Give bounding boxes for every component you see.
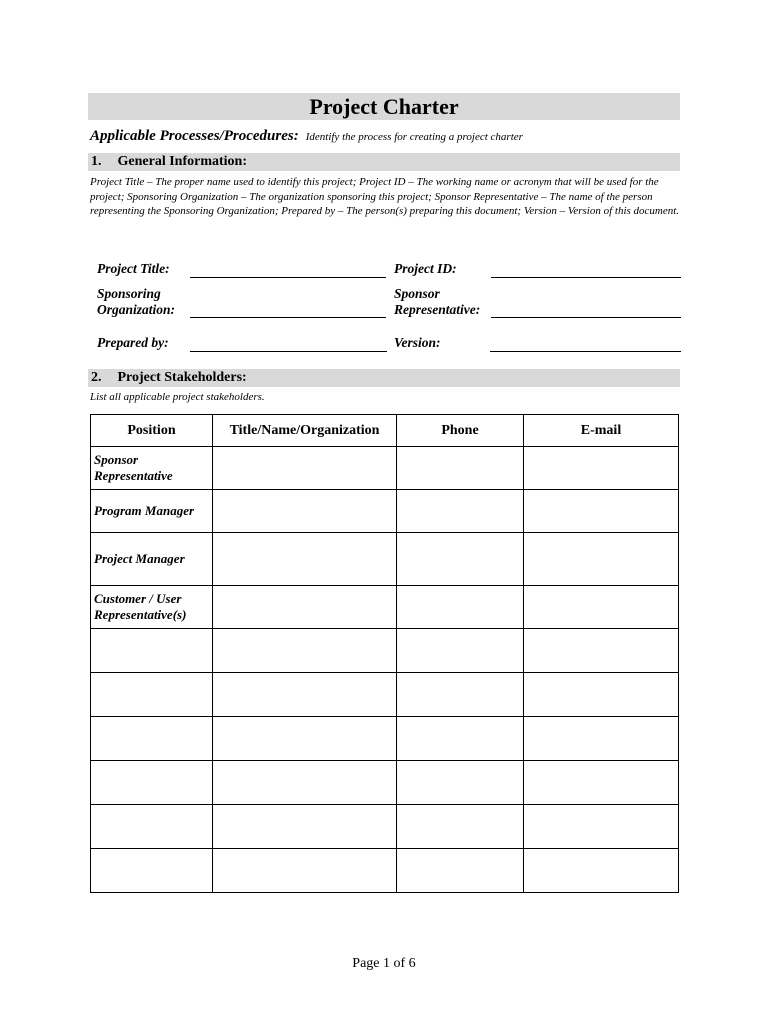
name-cell[interactable] bbox=[213, 533, 397, 586]
phone-cell[interactable] bbox=[397, 490, 524, 533]
phone-cell[interactable] bbox=[397, 447, 524, 490]
email-cell[interactable] bbox=[524, 673, 679, 717]
sponsoring-organization-label bbox=[97, 286, 175, 318]
name-cell[interactable] bbox=[213, 490, 397, 533]
project-id-label: Project ID: bbox=[394, 261, 457, 276]
applicable-processes-label: Applicable Processes/Procedures: bbox=[90, 128, 299, 144]
project-id-field[interactable] bbox=[491, 263, 681, 278]
position-cell[interactable] bbox=[91, 761, 213, 805]
position-text-line1: Project Manager bbox=[94, 551, 185, 566]
prepared-by-field[interactable] bbox=[190, 337, 387, 352]
table-row bbox=[91, 717, 679, 761]
sponsoring-organization-label-line2: Organization: bbox=[97, 302, 176, 317]
section-general-title: General Information: bbox=[117, 154, 247, 169]
email-cell[interactable] bbox=[524, 629, 679, 673]
name-cell[interactable] bbox=[213, 805, 397, 849]
name-cell[interactable] bbox=[213, 673, 397, 717]
table-row bbox=[91, 586, 679, 629]
name-cell[interactable] bbox=[213, 447, 397, 490]
email-cell[interactable] bbox=[524, 533, 679, 586]
position-cell[interactable] bbox=[91, 629, 213, 673]
table-row bbox=[91, 805, 679, 849]
version-field[interactable] bbox=[490, 337, 681, 352]
position-cell[interactable] bbox=[91, 805, 213, 849]
table-row bbox=[91, 761, 679, 805]
phone-cell[interactable] bbox=[397, 673, 524, 717]
stakeholders-table bbox=[90, 414, 679, 893]
position-cell[interactable] bbox=[91, 717, 213, 761]
phone-cell[interactable] bbox=[397, 805, 524, 849]
project-title-label: Project Title: bbox=[97, 261, 170, 276]
position-text-line2: Representative bbox=[94, 468, 173, 483]
applicable-processes-value: Identify the process for creating a project charter bbox=[305, 131, 523, 143]
sponsor-representative-label bbox=[394, 286, 480, 318]
table-row bbox=[91, 849, 679, 893]
name-cell[interactable] bbox=[213, 761, 397, 805]
name-cell[interactable] bbox=[213, 586, 397, 629]
name-cell[interactable] bbox=[213, 717, 397, 761]
email-cell[interactable] bbox=[524, 761, 679, 805]
table-header-row bbox=[91, 415, 679, 447]
column-header-title-name-organization: Title/Name/Organization bbox=[213, 415, 397, 447]
sponsor-representative-label-line2: Representative: bbox=[394, 302, 481, 317]
section-stakeholders-number: 2. bbox=[91, 370, 102, 385]
position-text-line1: Sponsor bbox=[94, 452, 139, 467]
name-cell[interactable] bbox=[213, 849, 397, 893]
position-cell[interactable] bbox=[91, 849, 213, 893]
section-general-number: 1. bbox=[91, 154, 102, 169]
section-project-stakeholders bbox=[88, 369, 680, 387]
table-row bbox=[91, 629, 679, 673]
position-text-line2: Representative(s) bbox=[94, 607, 187, 622]
position-cell bbox=[91, 447, 213, 490]
section-general-information bbox=[88, 153, 680, 171]
email-cell[interactable] bbox=[524, 447, 679, 490]
phone-cell[interactable] bbox=[397, 761, 524, 805]
document-title: Project Charter bbox=[88, 93, 680, 120]
column-header-position: Position bbox=[91, 415, 213, 447]
sponsoring-organization-label-line1: Sponsoring bbox=[97, 286, 161, 301]
position-text-line1: Customer / User bbox=[94, 591, 182, 606]
table-row bbox=[91, 490, 679, 533]
phone-cell[interactable] bbox=[397, 629, 524, 673]
sponsoring-organization-field[interactable] bbox=[190, 303, 386, 318]
table-row bbox=[91, 533, 679, 586]
stakeholders-note: List all applicable project stakeholders. bbox=[90, 391, 265, 403]
position-cell bbox=[91, 533, 213, 586]
prepared-by-label: Prepared by: bbox=[97, 335, 169, 350]
phone-cell[interactable] bbox=[397, 717, 524, 761]
column-header-phone: Phone bbox=[397, 415, 524, 447]
position-cell bbox=[91, 490, 213, 533]
phone-cell[interactable] bbox=[397, 533, 524, 586]
email-cell[interactable] bbox=[524, 717, 679, 761]
page-number: Page 1 of 6 bbox=[352, 956, 416, 971]
sponsor-representative-field[interactable] bbox=[491, 303, 681, 318]
email-cell[interactable] bbox=[524, 586, 679, 629]
section-stakeholders-title: Project Stakeholders: bbox=[117, 370, 247, 385]
project-title-field[interactable] bbox=[190, 263, 386, 278]
sponsor-representative-label-line1: Sponsor bbox=[394, 286, 440, 301]
table-row bbox=[91, 447, 679, 490]
general-information-description: Project Title – The proper name used to identify this project; Project ID – The working name or acronym that will be used for the project; Sponsoring Organization – The organization sponsoring this project; Sponsor Representative – The name of the person representing the Sponsoring Organization; Prepared by – The person(s) preparing this document; Version – Version of this document. bbox=[90, 176, 680, 218]
applicable-processes bbox=[90, 127, 523, 145]
email-cell[interactable] bbox=[524, 490, 679, 533]
column-header-email: E-mail bbox=[524, 415, 679, 447]
email-cell[interactable] bbox=[524, 805, 679, 849]
email-cell[interactable] bbox=[524, 849, 679, 893]
phone-cell[interactable] bbox=[397, 586, 524, 629]
phone-cell[interactable] bbox=[397, 849, 524, 893]
table-row bbox=[91, 673, 679, 717]
position-text-line1: Program Manager bbox=[94, 503, 195, 518]
position-cell bbox=[91, 586, 213, 629]
position-cell[interactable] bbox=[91, 673, 213, 717]
name-cell[interactable] bbox=[213, 629, 397, 673]
version-label: Version: bbox=[394, 335, 441, 350]
